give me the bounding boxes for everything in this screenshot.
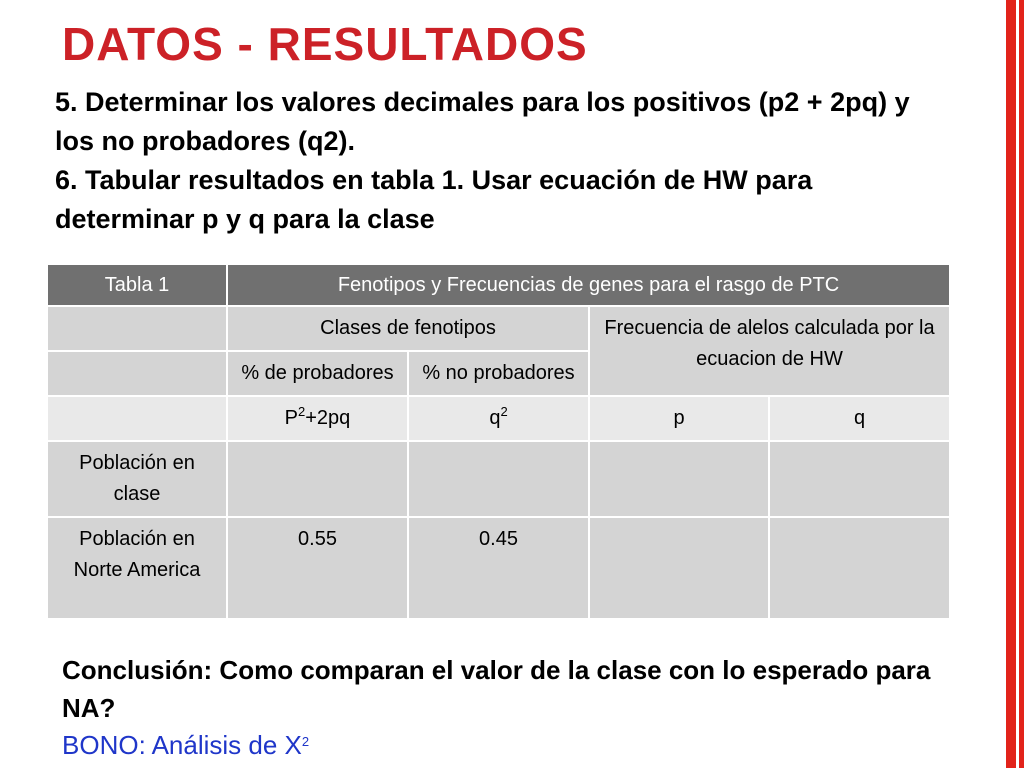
formula-p-exponent: 2 xyxy=(298,404,306,419)
slide-title: DATOS - RESULTADOS xyxy=(62,18,588,70)
formula-q-exponent: 2 xyxy=(500,404,508,419)
results-table xyxy=(46,263,951,620)
table-cell-empty xyxy=(47,396,227,441)
instructions xyxy=(55,83,955,239)
formula-p-base: P xyxy=(284,407,299,429)
class-q-cell xyxy=(769,441,950,517)
row-label-na: Población en Norte America xyxy=(47,517,227,619)
table-row xyxy=(47,306,950,351)
accent-bar xyxy=(1006,0,1016,768)
tasters-header: % de probadores xyxy=(227,351,408,396)
table-header-label: Tabla 1 xyxy=(47,264,227,306)
bonus-text xyxy=(62,726,309,764)
instruction-5: 5. Determinar los valores decimales para los positivos (p2 + 2pq) y los no probadores (q2). xyxy=(55,87,910,156)
q-header: q xyxy=(769,396,950,441)
row-label-class: Población en clase xyxy=(47,441,227,517)
formula-q-header xyxy=(408,396,589,441)
formula-q-base: q xyxy=(489,407,501,429)
na-non-tasters-cell: 0.45 xyxy=(408,517,589,619)
na-q-cell xyxy=(769,517,950,619)
non-tasters-header: % no probadores xyxy=(408,351,589,396)
table-row xyxy=(47,441,950,517)
table-cell-empty xyxy=(47,351,227,396)
class-p-cell xyxy=(589,441,769,517)
table-header-title: Fenotipos y Frecuencias de genes para el rasgo de PTC xyxy=(227,264,950,306)
na-p-cell xyxy=(589,517,769,619)
bonus-exponent: 2 xyxy=(301,734,310,749)
table-row xyxy=(47,517,950,619)
accent-bar-thin xyxy=(1019,0,1024,768)
na-tasters-cell: 0.55 xyxy=(227,517,408,619)
table-header-row xyxy=(47,264,950,306)
formula-p-rest: +2pq xyxy=(305,407,351,429)
phenotype-classes-header: Clases de fenotipos xyxy=(227,306,589,351)
formula-p-header xyxy=(227,396,408,441)
bonus-base: BONO: Análisis de X xyxy=(62,730,302,760)
table-row xyxy=(47,396,950,441)
conclusion-text: Conclusión: Como comparan el valor de la clase con lo esperado para NA? xyxy=(62,655,931,723)
table-cell-empty xyxy=(47,306,227,351)
allele-frequency-header: Frecuencia de alelos calculada por la ecuacion de HW xyxy=(589,306,950,396)
class-non-tasters-cell xyxy=(408,441,589,517)
p-header: p xyxy=(589,396,769,441)
instruction-6: 6. Tabular resultados en tabla 1. Usar ecuación de HW para determinar p y q para la clase xyxy=(55,165,813,234)
class-tasters-cell xyxy=(227,441,408,517)
